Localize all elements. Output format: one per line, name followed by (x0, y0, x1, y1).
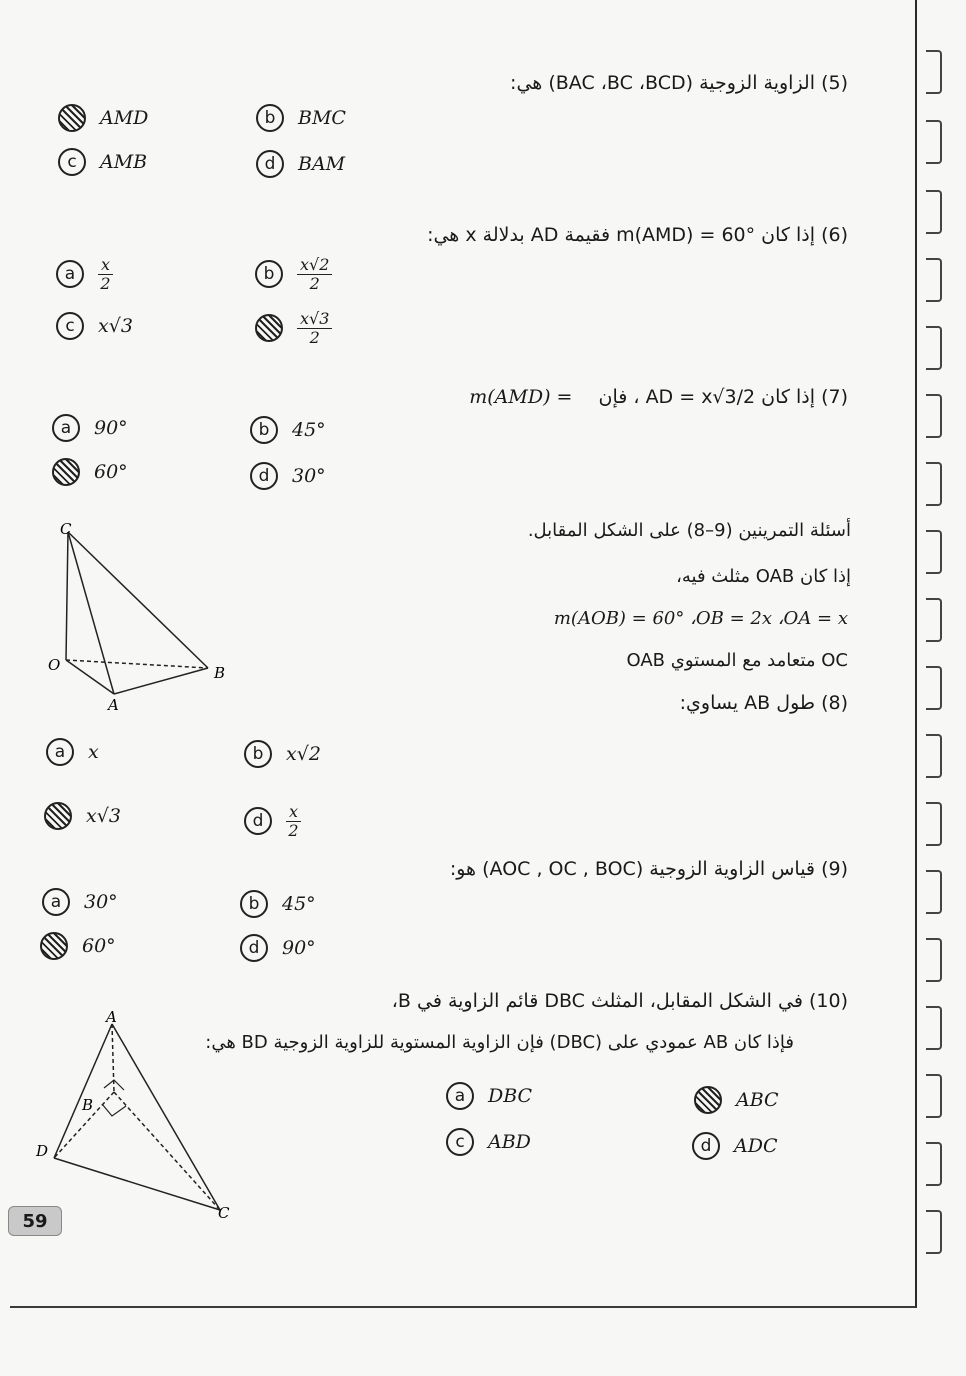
option-letter (694, 1086, 722, 1114)
option-value: 30° (84, 891, 118, 913)
option-c[interactable] (52, 458, 128, 486)
option-letter: c (56, 312, 84, 340)
option-d[interactable] (692, 1132, 778, 1160)
option-value: x√2 (286, 743, 321, 765)
option-letter (255, 314, 283, 342)
option-value: 45° (282, 893, 316, 915)
option-letter: d (256, 150, 284, 178)
option-value: AMD (100, 107, 149, 129)
label-d: D (36, 1142, 49, 1160)
label-b: B (214, 664, 226, 682)
intro-line-2: m(AOB) = 60° ،OB = 2x ،OA = x (553, 608, 848, 629)
option-letter: a (42, 888, 70, 916)
option-d[interactable] (256, 150, 345, 178)
option-letter: b (250, 416, 278, 444)
question-number: (10) (808, 990, 848, 1012)
option-letter: b (244, 740, 272, 768)
option-value: 30° (292, 465, 326, 487)
option-letter: d (692, 1132, 720, 1160)
question-tail: m(AMD) = (469, 386, 573, 408)
option-c[interactable] (58, 148, 147, 176)
option-letter: d (244, 807, 272, 835)
option-value: AMB (100, 151, 148, 173)
question-10-line-2: فإذا كان AB عمودي على (DBC) فإن الزاوية المستوية للزاوية الزوجية BD هي: (205, 1032, 794, 1053)
option-b[interactable] (250, 416, 326, 444)
fraction-denominator: 2 (309, 327, 320, 347)
question-5 (510, 72, 848, 94)
question-number: (8) (821, 692, 848, 714)
option-a[interactable] (42, 888, 118, 916)
question-6 (427, 224, 848, 246)
option-letter: a (56, 260, 84, 288)
option-b[interactable] (694, 1086, 779, 1114)
question-number: (9) (821, 858, 848, 880)
option-d[interactable] (255, 310, 332, 346)
option-c[interactable] (40, 932, 116, 960)
option-letter (58, 104, 86, 132)
option-c[interactable] (56, 312, 133, 340)
tetrahedron-figure (30, 1008, 240, 1220)
option-value: 60° (94, 461, 128, 483)
option-letter: b (240, 890, 268, 918)
option-value: 90° (94, 417, 128, 439)
option-a[interactable] (46, 738, 99, 766)
fraction-numerator: x√2 (297, 256, 332, 275)
option-value: BMC (298, 107, 346, 129)
option-a[interactable] (446, 1082, 532, 1110)
option-letter: d (240, 934, 268, 962)
label-a: A (106, 1008, 117, 1026)
option-d[interactable] (250, 462, 326, 490)
option-letter: a (46, 738, 74, 766)
option-d[interactable] (244, 803, 301, 839)
pyramid-figure (40, 520, 240, 715)
option-letter: a (446, 1082, 474, 1110)
question-number: (6) (821, 224, 848, 246)
option-a[interactable] (58, 104, 148, 132)
option-value: BAM (298, 153, 346, 175)
fraction-numerator: x (98, 256, 113, 275)
question-number: (7) (821, 386, 848, 408)
option-letter (40, 932, 68, 960)
option-b[interactable] (240, 890, 316, 918)
question-9 (450, 858, 848, 880)
label-c: C (218, 1204, 230, 1220)
question-number: (5) (821, 72, 848, 94)
question-8 (680, 692, 848, 714)
intro-title: أسئلة التمرينين (9–8) على الشكل المقابل. (527, 520, 851, 541)
option-c[interactable] (446, 1128, 531, 1156)
label-o: O (48, 656, 61, 674)
label-b: B (82, 1096, 94, 1114)
option-value: ADC (734, 1135, 778, 1157)
option-value: 60° (82, 935, 116, 957)
question-10 (392, 990, 848, 1012)
option-d[interactable] (240, 934, 316, 962)
question-text: الزاوية الزوجية (BAC ،BC ،BCD) هي: (510, 72, 816, 94)
option-value: 90° (282, 937, 316, 959)
option-letter (44, 802, 72, 830)
option-letter (52, 458, 80, 486)
option-value: x (88, 741, 99, 763)
binder-holes (922, 0, 966, 1376)
option-value: ABC (736, 1089, 779, 1111)
option-value: DBC (488, 1085, 533, 1107)
label-c: C (60, 520, 72, 538)
option-value: ABD (488, 1131, 531, 1153)
question-text: طول AB يساوي: (679, 692, 816, 714)
option-b[interactable] (244, 740, 321, 768)
intro-line-1: إذا كان OAB مثلث فيه، (676, 566, 851, 587)
fraction-denominator: 2 (309, 273, 320, 293)
option-letter: b (255, 260, 283, 288)
option-value: x√3 (98, 315, 133, 337)
option-c[interactable] (44, 802, 121, 830)
page-number: 59 (8, 1206, 62, 1236)
fraction-denominator: 2 (100, 273, 111, 293)
option-b[interactable] (255, 256, 332, 292)
option-value: x√3 (86, 805, 121, 827)
option-letter: c (446, 1128, 474, 1156)
fraction-denominator: 2 (288, 820, 299, 840)
option-a[interactable] (56, 256, 113, 292)
question-text: قياس الزاوية الزوجية (AOC , OC , BOC) هو: (449, 858, 816, 880)
fraction-numerator: x (286, 803, 301, 822)
question-text: إذا كان m(AMD) = 60° فقيمة AD بدلالة x هي: (427, 224, 816, 246)
question-text: إذا كان AD = x√3/2 ، فإن (598, 386, 816, 408)
label-a: A (108, 696, 119, 714)
option-letter: b (256, 104, 284, 132)
question-text: في الشكل المقابل، المثلث DBC قائم الزاوية في B، (391, 990, 803, 1012)
option-letter: a (52, 414, 80, 442)
intro-line-3: OC متعامد مع المستوي OAB (626, 650, 848, 671)
option-letter: c (58, 148, 86, 176)
option-a[interactable] (52, 414, 128, 442)
option-b[interactable] (256, 104, 346, 132)
fraction-numerator: x√3 (297, 310, 332, 329)
option-value: 45° (292, 419, 326, 441)
question-7 (469, 386, 848, 408)
option-letter: d (250, 462, 278, 490)
